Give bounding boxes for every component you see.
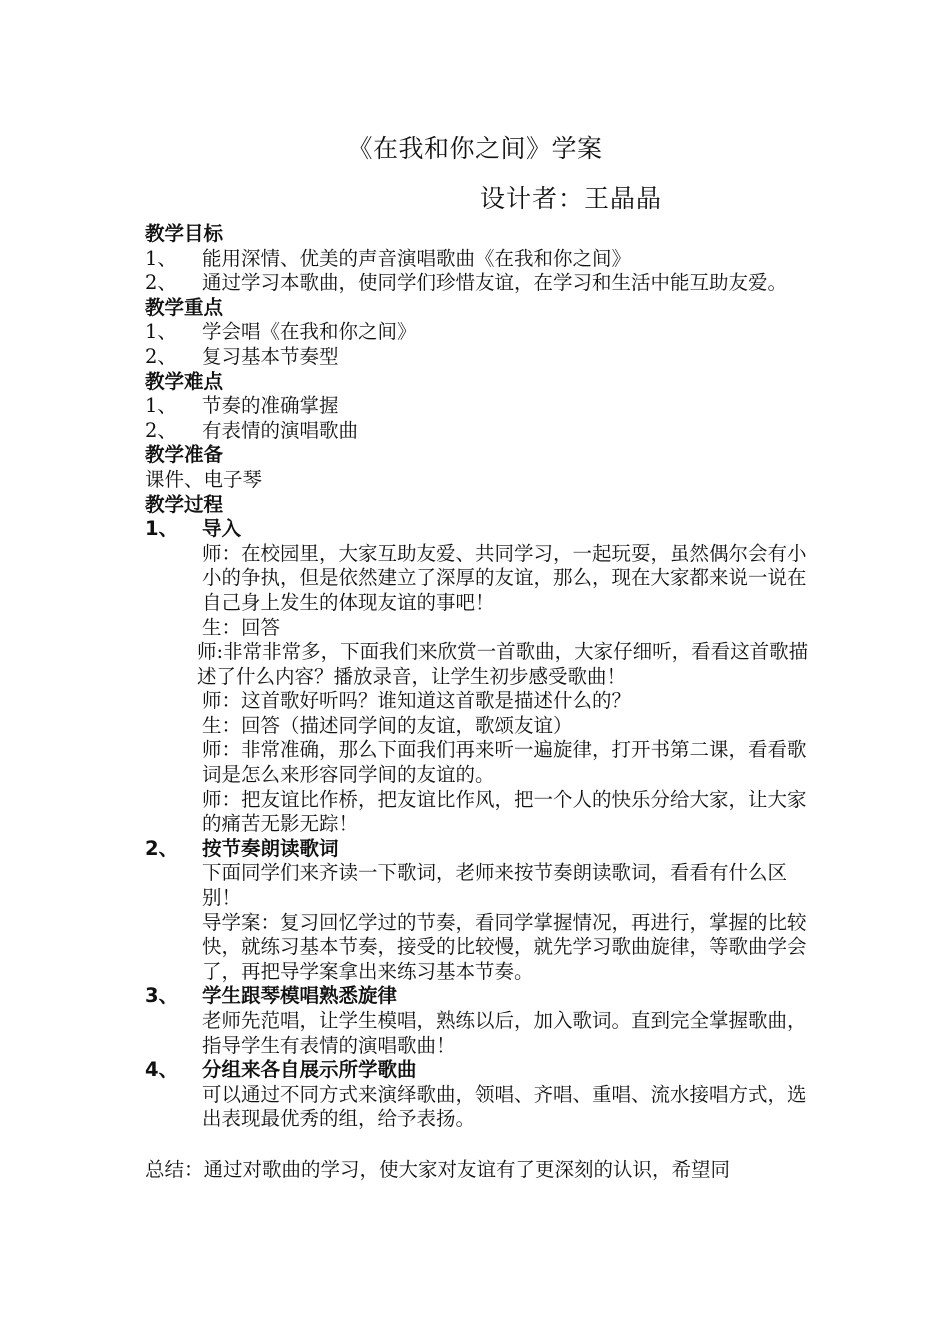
section-heading-difficulties: 教学难点 <box>145 369 224 393</box>
paragraph: 下面同学们来齐读一下歌词，老师来按节奏朗读歌词，看看有什么区别！ <box>202 861 788 910</box>
step-title: 导入 <box>202 517 242 541</box>
paragraph: 师：非常准确，那么下面我们再来听一遍旋律，打开书第二课，看看歌词是怎么来形容同学间的友谊的。 <box>202 738 807 787</box>
step-heading <box>145 1058 825 1083</box>
item-text: 复习基本节奏型 <box>202 344 339 368</box>
list-item <box>145 345 825 370</box>
section-heading-key-points: 教学重点 <box>145 295 224 319</box>
paragraph: 师：把友谊比作桥，把友谊比作风，把一个人的快乐分给大家，让大家的痛苦无影无踪！ <box>202 787 807 836</box>
item-text: 有表情的演唱歌曲 <box>202 418 359 442</box>
step-title: 分组来各自展示所学歌曲 <box>202 1058 417 1082</box>
item-text: 节奏的准确掌握 <box>202 394 339 418</box>
step-title: 学生跟琴模唱熟悉旋律 <box>202 984 398 1008</box>
item-number: 1、 <box>145 246 177 270</box>
paragraph: 师:非常非常多，下面我们来欣赏一首歌曲，大家仔细听，看看这首歌描述了什么内容？播放录音，让学生初步感受歌曲！ <box>197 640 809 688</box>
paragraph: 生：回答 <box>202 615 281 639</box>
section-heading-preparation: 教学准备 <box>145 443 224 467</box>
list-item <box>145 247 825 272</box>
paragraph: 师：这首歌好听吗？谁知道这首歌是描述什么的？ <box>202 689 632 713</box>
item-number: 1、 <box>145 394 177 418</box>
document-body <box>145 222 825 1183</box>
paragraph: 师：在校园里，大家互助友爱、共同学习，一起玩耍，虽然偶尔会有小小的争执，但是依然建立了深厚的友谊，那么，现在大家都来说一说在自己身上发生的体现友谊的事吧！ <box>202 541 807 614</box>
document-title: 《在我和你之间》学案 <box>347 134 603 163</box>
step-number: 4、 <box>145 1058 179 1082</box>
section-heading-process: 教学过程 <box>145 492 224 516</box>
list-item <box>145 419 825 444</box>
designer-line: 设计者：王晶晶 <box>480 184 663 213</box>
section-heading-goals: 教学目标 <box>145 222 224 245</box>
item-text: 学会唱《在我和你之间》 <box>202 320 417 344</box>
step-heading <box>145 984 825 1009</box>
step-heading <box>145 517 825 542</box>
paragraph: 生：回答（描述同学间的友谊，歌颂友谊） <box>202 713 573 737</box>
item-number: 2、 <box>145 271 177 295</box>
paragraph: 导学案：复习回忆学过的节奏，看同学掌握情况，再进行，掌握的比较快，就练习基本节奏，接受的比较慢，就先学习歌曲旋律，等歌曲学会了，再把导学案拿出来练习基本节奏。 <box>202 910 807 983</box>
paragraph: 老师先范唱，让学生模唱，熟练以后，加入歌词。直到完全掌握歌曲，指导学生有表情的演唱歌曲！ <box>202 1009 807 1057</box>
step-number: 3、 <box>145 984 179 1008</box>
item-text: 能用深情、优美的声音演唱歌曲《在我和你之间》 <box>202 246 632 270</box>
item-number: 2、 <box>145 344 177 368</box>
step-number: 2、 <box>145 836 179 860</box>
item-text: 通过学习本歌曲，使同学们珍惜友谊，在学习和生活中能互助友爱。 <box>202 271 788 295</box>
spacer <box>145 1132 825 1158</box>
item-number: 2、 <box>145 418 177 442</box>
preparation-text: 课件、电子琴 <box>145 467 263 491</box>
step-number: 1、 <box>145 517 179 541</box>
list-item <box>145 271 825 296</box>
list-item <box>145 320 825 345</box>
summary-text: 总结：通过对歌曲的学习，使大家对友谊有了更深刻的认识，希望同 <box>145 1157 731 1181</box>
step-heading <box>145 837 825 862</box>
item-number: 1、 <box>145 320 177 344</box>
step-title: 按节奏朗读歌词 <box>202 836 339 860</box>
list-item <box>145 394 825 419</box>
paragraph: 可以通过不同方式来演绎歌曲，领唱、齐唱、重唱、流水接唱方式，选出表现最优秀的组，给予表扬。 <box>202 1082 807 1131</box>
